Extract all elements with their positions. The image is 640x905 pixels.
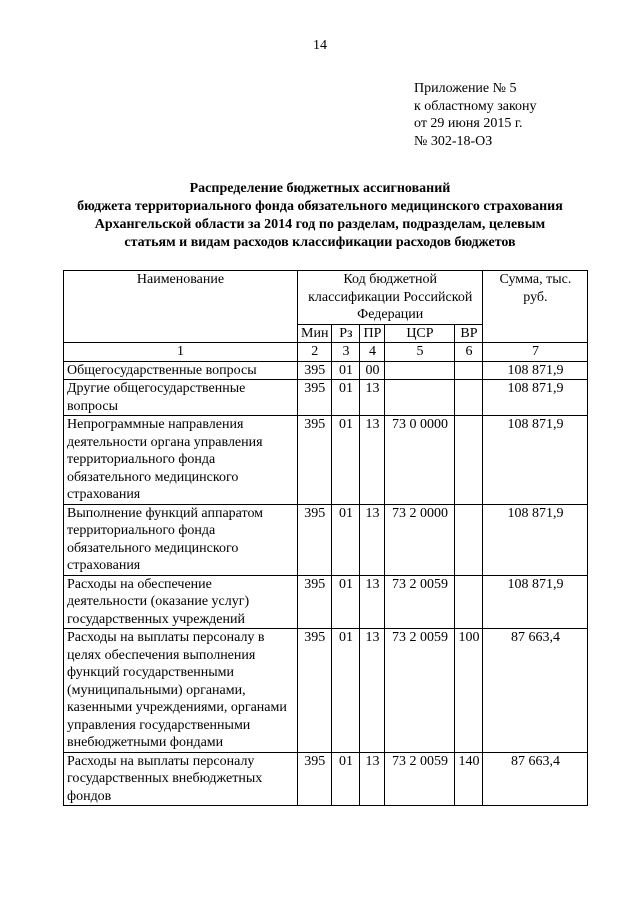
budget-table — [63, 270, 588, 806]
cell-vr: 100 — [455, 629, 483, 753]
cell-min: 395 — [298, 416, 332, 505]
document-title — [40, 180, 600, 252]
cell-csr — [385, 361, 455, 380]
header-name: Наименование — [64, 271, 298, 343]
cell-csr: 73 2 0059 — [385, 752, 455, 806]
table-header-row — [64, 271, 588, 325]
appendix-line: от 29 июня 2015 г. — [414, 116, 523, 131]
cell-sum: 108 871,9 — [483, 361, 588, 380]
cell-rz: 01 — [332, 752, 360, 806]
title-line: бюджета территориального фонда обязательного медицинского страхования — [77, 199, 563, 214]
column-number: 5 — [385, 343, 455, 362]
cell-name: Расходы на выплаты персоналу в целях обеспечения выполнения функций государственными (муниципальными) органами, казенными учреждениями, органами управления государственными внебюджетными фондами — [64, 629, 298, 753]
cell-name: Выполнение функций аппаратом территориального фонда обязательного медицинского страхования — [64, 504, 298, 575]
cell-name: Другие общегосударственные вопросы — [64, 380, 298, 416]
cell-vr — [455, 361, 483, 380]
cell-csr — [385, 380, 455, 416]
cell-min: 395 — [298, 380, 332, 416]
cell-pr: 13 — [360, 416, 385, 505]
table-row — [64, 629, 588, 753]
table-row — [64, 752, 588, 806]
cell-rz: 01 — [332, 504, 360, 575]
cell-min: 395 — [298, 361, 332, 380]
cell-sum: 108 871,9 — [483, 504, 588, 575]
cell-rz: 01 — [332, 416, 360, 505]
cell-pr: 13 — [360, 504, 385, 575]
header-rz: Рз — [332, 324, 360, 343]
header-sum: Сумма, тыс. руб. — [483, 271, 588, 343]
title-line: Распределение бюджетных ассигнований — [189, 181, 451, 196]
cell-min: 395 — [298, 504, 332, 575]
column-number: 2 — [298, 343, 332, 362]
title-line: статьям и видам расходов классификации расходов бюджетов — [124, 235, 516, 250]
cell-min: 395 — [298, 629, 332, 753]
cell-name: Общегосударственные вопросы — [64, 361, 298, 380]
table-row — [64, 380, 588, 416]
cell-vr: 140 — [455, 752, 483, 806]
header-pr: ПР — [360, 324, 385, 343]
cell-pr: 13 — [360, 629, 385, 753]
appendix-line: к областному закону — [414, 98, 537, 114]
table-row — [64, 361, 588, 380]
cell-name: Расходы на обеспечение деятельности (оказание услуг) государственных учреждений — [64, 575, 298, 629]
cell-csr: 73 0 0000 — [385, 416, 455, 505]
column-number: 6 — [455, 343, 483, 362]
column-number: 4 — [360, 343, 385, 362]
column-number-row — [64, 343, 588, 362]
table-row — [64, 504, 588, 575]
page-number: 14 — [313, 38, 327, 53]
cell-vr — [455, 416, 483, 505]
table-row — [64, 575, 588, 629]
cell-pr: 13 — [360, 380, 385, 416]
cell-sum: 108 871,9 — [483, 416, 588, 505]
header-code-group: Код бюджетной классификации Российской Федерации — [298, 271, 483, 325]
appendix-block — [414, 80, 537, 150]
cell-rz: 01 — [332, 629, 360, 753]
appendix-line: № 302-18-ОЗ — [414, 133, 493, 149]
header-min: Мин — [298, 324, 332, 343]
cell-sum: 87 663,4 — [483, 752, 588, 806]
cell-name: Расходы на выплаты персоналу государственных внебюджетных фондов — [64, 752, 298, 806]
cell-csr: 73 2 0059 — [385, 629, 455, 753]
cell-sum: 87 663,4 — [483, 629, 588, 753]
cell-pr: 00 — [360, 361, 385, 380]
title-line: Архангельской области за 2014 год по разделам, подразделам, целевым — [94, 217, 546, 232]
cell-pr: 13 — [360, 752, 385, 806]
cell-pr: 13 — [360, 575, 385, 629]
cell-sum: 108 871,9 — [483, 575, 588, 629]
cell-min: 395 — [298, 752, 332, 806]
column-number: 1 — [64, 343, 298, 362]
cell-rz: 01 — [332, 575, 360, 629]
cell-min: 395 — [298, 575, 332, 629]
cell-vr — [455, 575, 483, 629]
cell-rz: 01 — [332, 380, 360, 416]
column-number: 7 — [483, 343, 588, 362]
cell-csr: 73 2 0000 — [385, 504, 455, 575]
cell-rz: 01 — [332, 361, 360, 380]
appendix-line: Приложение № 5 — [414, 81, 517, 96]
column-number: 3 — [332, 343, 360, 362]
header-csr: ЦСР — [385, 324, 455, 343]
cell-name: Непрограммные направления деятельности органа управления территориального фонда обязательного медицинского страхования — [64, 416, 298, 505]
cell-sum: 108 871,9 — [483, 380, 588, 416]
cell-csr: 73 2 0059 — [385, 575, 455, 629]
cell-vr — [455, 380, 483, 416]
cell-vr — [455, 504, 483, 575]
table-row — [64, 416, 588, 505]
header-vr: ВР — [455, 324, 483, 343]
